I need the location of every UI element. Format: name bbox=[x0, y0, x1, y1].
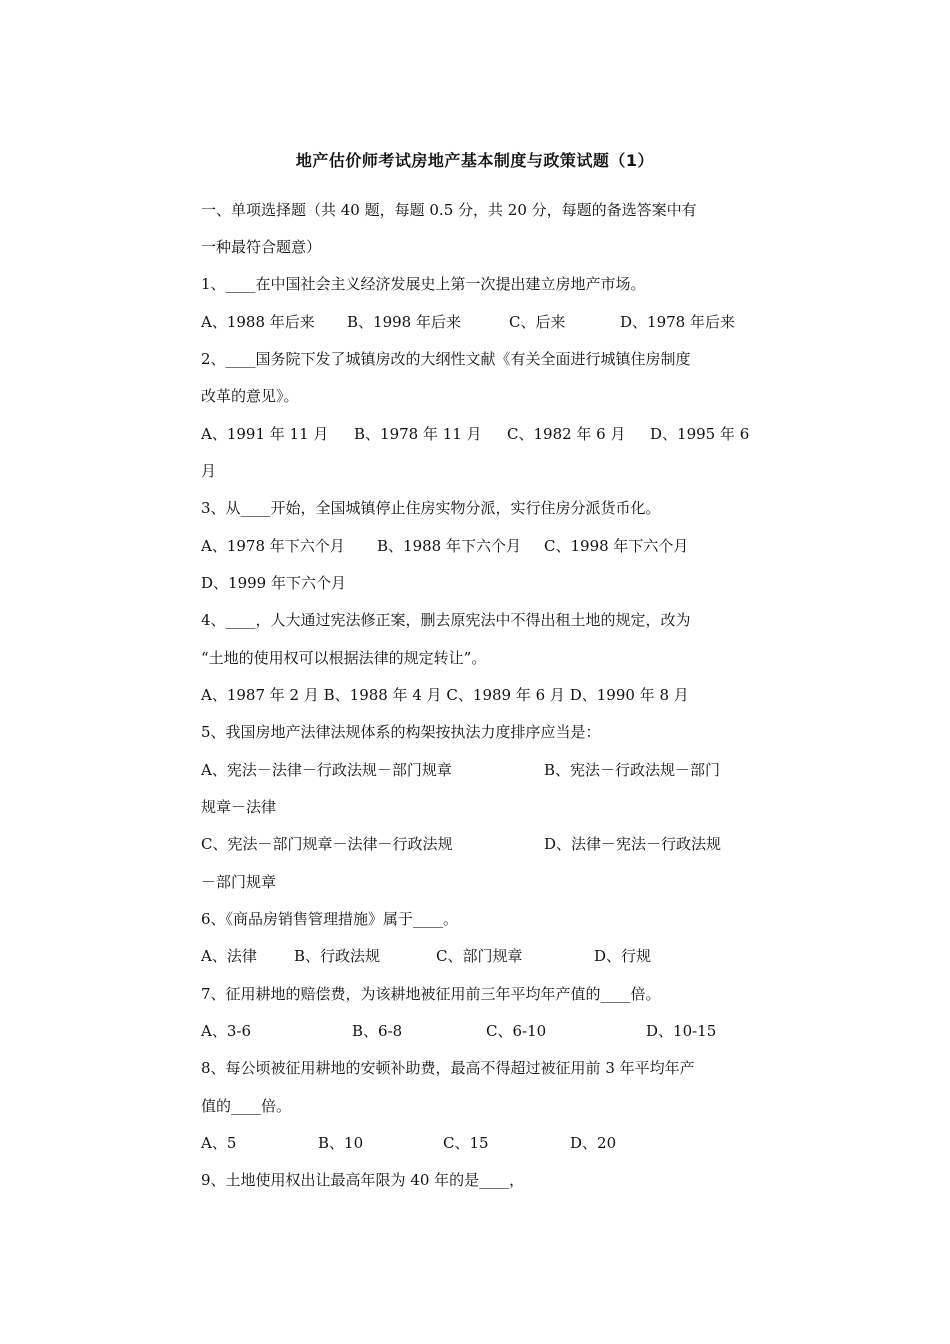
document-title: 地产估价师考试房地产基本制度与政策试题（1） bbox=[295, 151, 655, 170]
question-2-option-b: B、1978 年 11 月 bbox=[354, 425, 482, 443]
question-4-stem-line-1: 4、____，人大通过宪法修正案，删去原宪法中不得出租土地的规定，改为 bbox=[201, 611, 691, 629]
question-3-option-c: C、1998 年下六个月 bbox=[544, 537, 689, 555]
question-2-stem-line-1: 2、____国务院下发了城镇房改的大纲性文献《有关全面进行城镇住房制度 bbox=[201, 350, 691, 368]
question-1-option-a: A、1988 年后来 bbox=[201, 313, 315, 331]
question-5-option-d-continuation: －部门规章 bbox=[201, 873, 277, 891]
question-1-option-d: D、1978 年后来 bbox=[620, 313, 735, 331]
question-5-option-b: B、宪法－行政法规－部门 bbox=[544, 761, 721, 779]
question-7-option-a: A、3-6 bbox=[201, 1022, 251, 1040]
question-6-option-a: A、法律 bbox=[201, 947, 257, 965]
question-5-stem: 5、我国房地产法律法规体系的构架按执法力度排序应当是： bbox=[201, 723, 601, 741]
question-1-option-b: B、1998 年后来 bbox=[347, 313, 461, 331]
question-7-option-d: D、10-15 bbox=[646, 1022, 717, 1040]
question-8-stem-line-1: 8、每公顷被征用耕地的安顿补助费，最高不得超过被征用前 3 年平均年产 bbox=[201, 1059, 695, 1077]
question-8-option-a: A、5 bbox=[201, 1134, 237, 1152]
question-2-option-a: A、1991 年 11 月 bbox=[201, 425, 329, 443]
question-3-option-d: D、1999 年下六个月 bbox=[201, 574, 346, 592]
question-4-stem-line-2: “土地的使用权可以根据法律的规定转让”。 bbox=[201, 649, 487, 667]
question-6-option-d: D、行规 bbox=[594, 947, 652, 965]
question-8-option-c: C、15 bbox=[443, 1134, 489, 1152]
question-8-option-b: B、10 bbox=[318, 1134, 364, 1152]
question-3-option-b: B、1988 年下六个月 bbox=[377, 537, 521, 555]
question-6-option-b: B、行政法规 bbox=[294, 947, 381, 965]
question-8-stem-line-2: 值的____倍。 bbox=[201, 1097, 292, 1115]
question-2-option-d-continuation: 月 bbox=[201, 462, 217, 480]
question-6-option-c: C、部门规章 bbox=[436, 947, 523, 965]
question-5-option-b-continuation: 规章－法律 bbox=[201, 798, 277, 816]
question-3-stem: 3、从____开始，全国城镇停止住房实物分派，实行住房分派货币化。 bbox=[201, 499, 661, 517]
question-9-stem: 9、土地使用权出让最高年限为 40 年的是____， bbox=[201, 1171, 525, 1189]
question-5-option-c: C、宪法－部门规章－法律－行政法规 bbox=[201, 835, 453, 853]
question-1-option-c: C、后来 bbox=[509, 313, 566, 331]
question-2-option-d: D、1995 年 6 bbox=[650, 425, 750, 443]
section-intro-line-1: 一、单项选择题（共 40 题，每题 0.5 分，共 20 分，每题的备选答案中有 bbox=[201, 201, 697, 219]
question-3-option-a: A、1978 年下六个月 bbox=[201, 537, 345, 555]
question-5-option-d: D、法律－宪法－行政法规 bbox=[544, 835, 722, 853]
question-5-option-a: A、宪法－法律－行政法规－部门规章 bbox=[201, 761, 452, 779]
question-7-stem: 7、征用耕地的赔偿费，为该耕地被征用前三年平均年产值的____倍。 bbox=[201, 985, 661, 1003]
question-7-option-c: C、6-10 bbox=[486, 1022, 547, 1040]
question-2-stem-line-2: 改革的意见》。 bbox=[201, 387, 299, 405]
question-8-option-d: D、20 bbox=[570, 1134, 617, 1152]
question-2-option-c: C、1982 年 6 月 bbox=[507, 425, 626, 443]
question-7-option-b: B、6-8 bbox=[352, 1022, 403, 1040]
question-1-stem: 1、____在中国社会主义经济发展史上第一次提出建立房地产市场。 bbox=[201, 275, 646, 293]
question-6-stem: 6、《商品房销售管理措施》属于____。 bbox=[201, 910, 459, 928]
question-4-options: A、1987 年 2 月 B、1988 年 4 月 C、1989 年 6 月 D、1990 年 8 月 bbox=[201, 686, 689, 704]
section-intro-line-2: 一种最符合题意） bbox=[201, 238, 322, 256]
